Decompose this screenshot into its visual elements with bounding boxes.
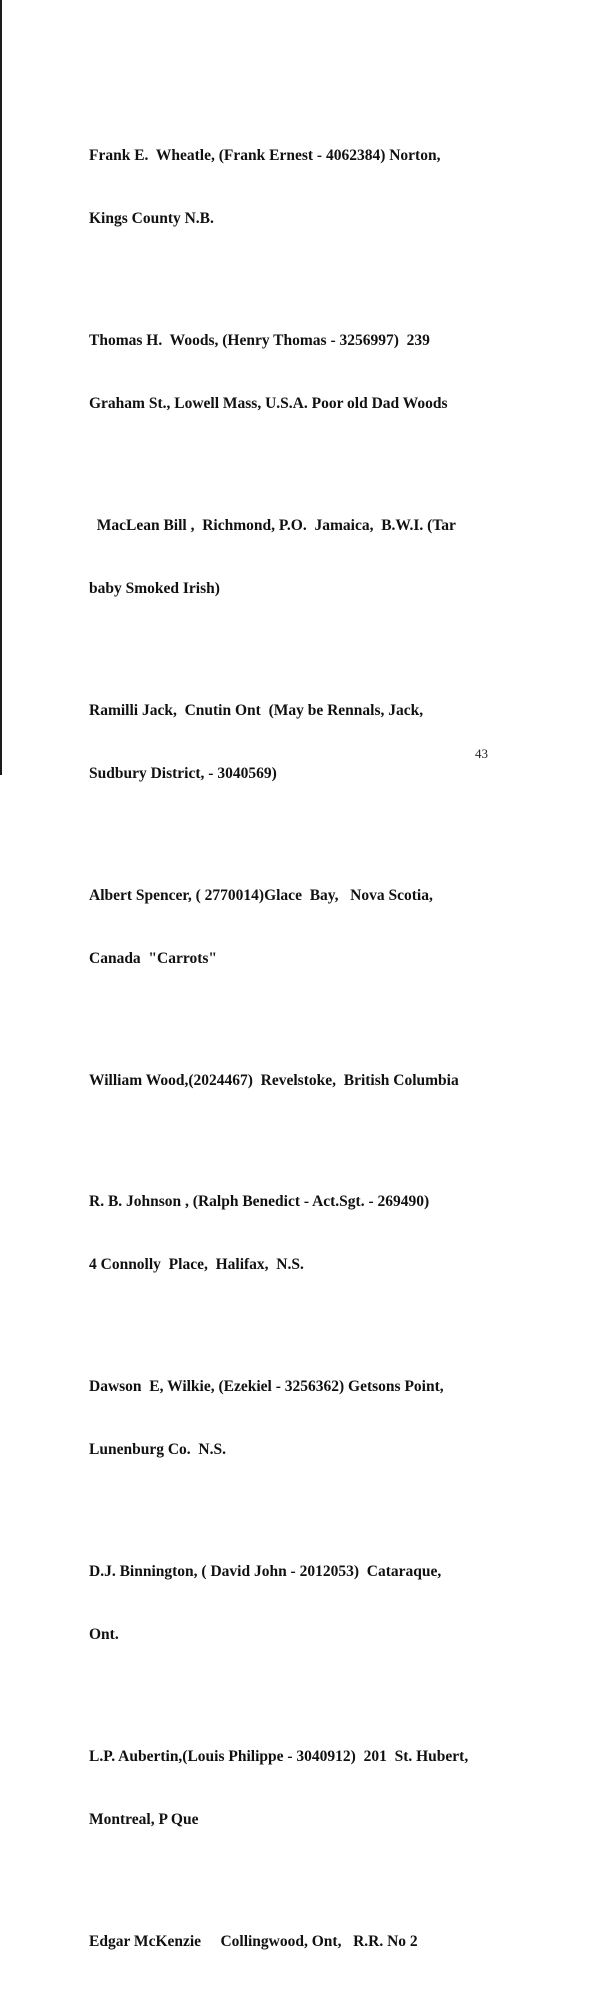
list-entry: [89, 1519, 589, 1687]
entry-line: Dawson E, Wilkie, (Ezekiel - 3256362) Getsons Point,: [89, 1378, 444, 1395]
list-entry: [89, 1704, 589, 1872]
entry-line: L.P. Aubertin,(Louis Philippe - 3040912) 201 St. Hubert,: [89, 1748, 469, 1765]
entry-line: William Wood,(2024467) Revelstoke, British Columbia: [89, 1072, 459, 1089]
list-entry: [89, 473, 589, 641]
entry-line: Montreal, P Que: [89, 1811, 199, 1828]
entry-line: Kings County N.B.: [89, 210, 214, 227]
entry-list: [89, 103, 589, 1994]
entry-line: Edgar McKenzie Collingwood, Ont, R.R. No 2: [89, 1933, 418, 1950]
entry-line: Graham St., Lowell Mass, U.S.A. Poor old Dad Woods: [89, 395, 448, 412]
list-entry: [89, 843, 589, 1011]
entry-line: MacLean Bill , Richmond, P.O. Jamaica, B.W.I. (Tar: [89, 517, 456, 534]
list-entry: [89, 1149, 589, 1317]
list-entry: [89, 1028, 589, 1133]
entry-line: Thomas H. Woods, (Henry Thomas - 3256997) 239: [89, 332, 430, 349]
entry-line: Frank E. Wheatle, (Frank Ernest - 4062384) Norton,: [89, 147, 441, 164]
list-entry: [89, 1889, 589, 1994]
entry-line: D.J. Binnington, ( David John - 2012053) Cataraque,: [89, 1563, 442, 1580]
entry-line: Ramilli Jack, Cnutin Ont (May be Rennals, Jack,: [89, 702, 424, 719]
entry-line: baby Smoked Irish): [89, 580, 220, 597]
entry-line: Ont.: [89, 1626, 119, 1643]
entry-line: Canada "Carrots": [89, 950, 218, 967]
entry-line: Albert Spencer, ( 2770014)Glace Bay, Nova Scotia,: [89, 887, 433, 904]
list-entry: [89, 1334, 589, 1502]
list-entry: [89, 658, 589, 826]
list-entry: [89, 288, 589, 456]
list-entry: [89, 103, 589, 271]
entry-line: Sudbury District, - 3040569): [89, 765, 277, 782]
entry-line: 4 Connolly Place, Halifax, N.S.: [89, 1256, 304, 1273]
entry-line: R. B. Johnson , (Ralph Benedict - Act.Sgt. - 269490): [89, 1193, 430, 1210]
entry-line: Lunenburg Co. N.S.: [89, 1441, 226, 1458]
page-number: 43: [475, 746, 488, 761]
page-edge: [0, 0, 2, 775]
